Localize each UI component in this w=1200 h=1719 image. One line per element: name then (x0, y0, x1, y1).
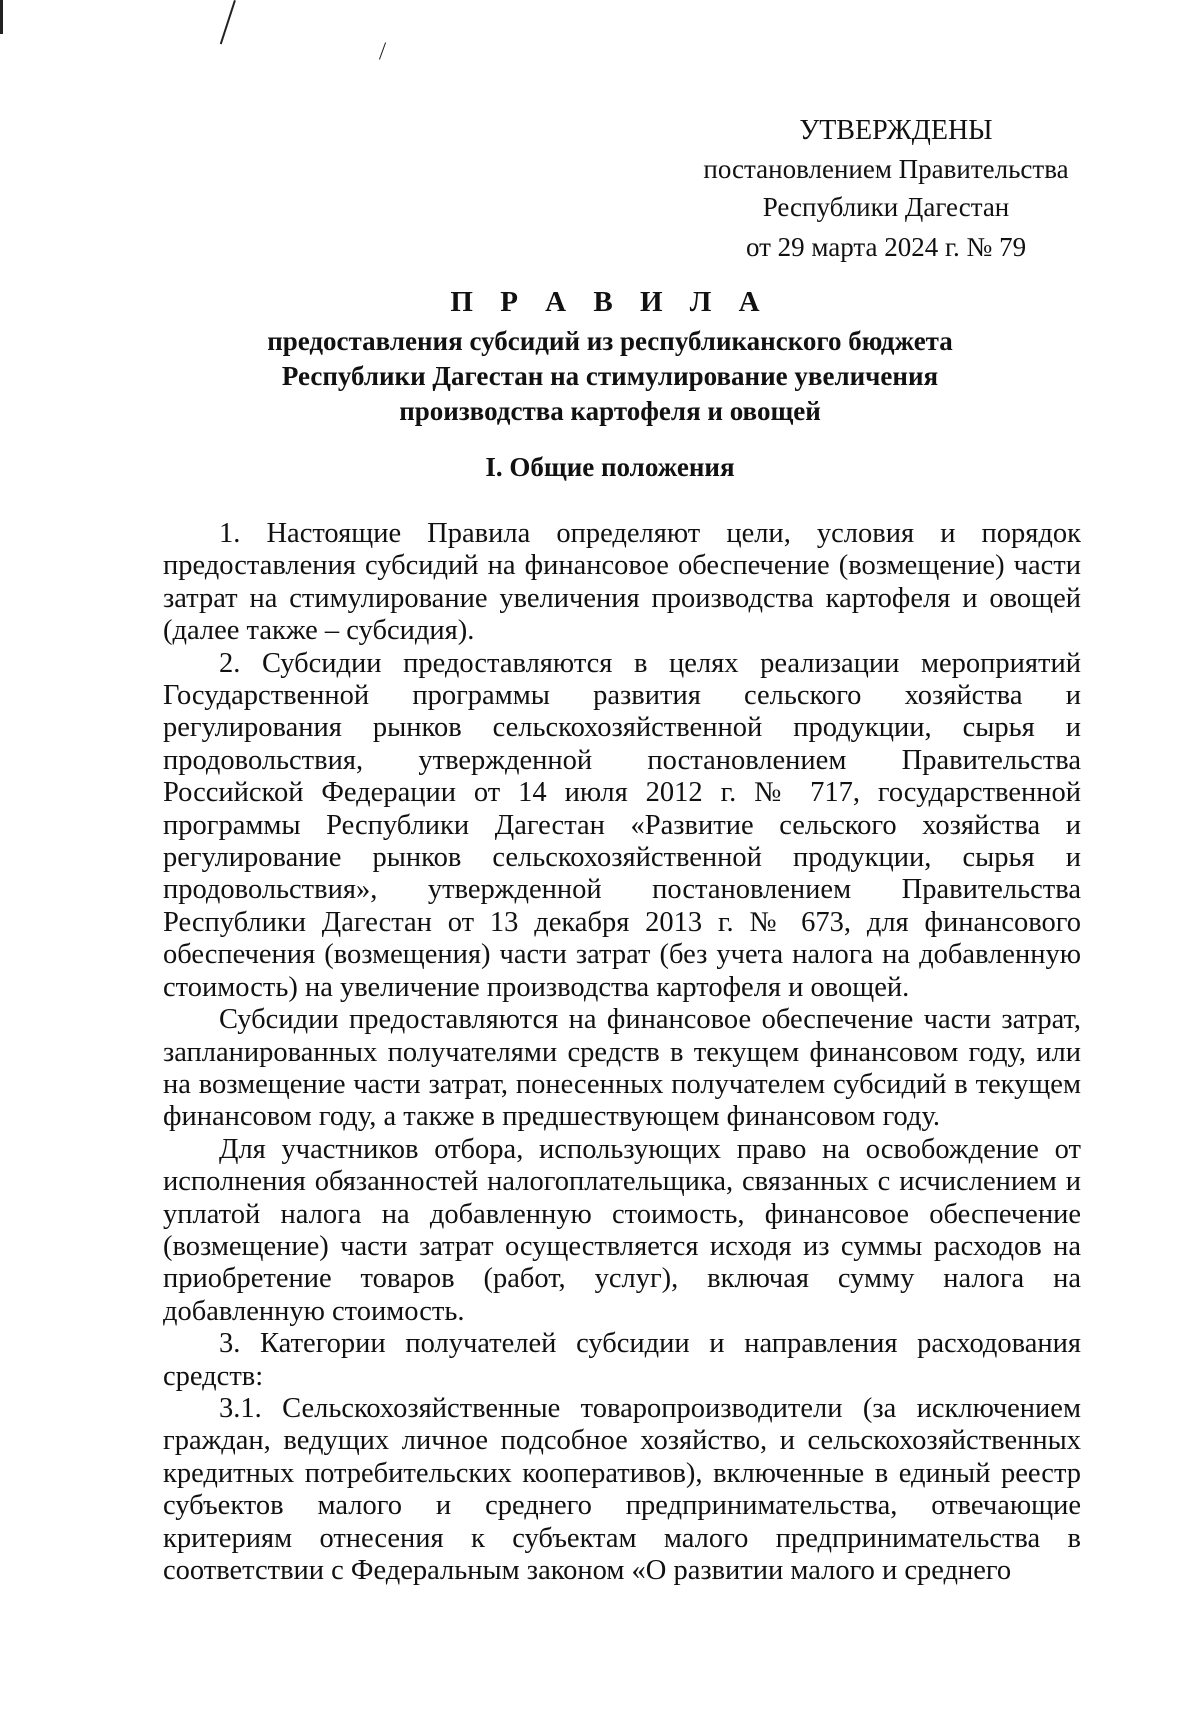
document-body (163, 518, 1081, 1587)
scan-pen-stroke (220, 0, 236, 44)
paragraph: 1. Настоящие Правила определяют цели, условия и порядок предоставления субсидий на финансовое обеспечение (возмещение) части затрат на стимулирование увеличения производства картофеля и овощей (далее также – субсидия). (163, 518, 1081, 647)
scan-pen-stroke (379, 42, 386, 59)
paragraph: 3. Категории получателей субсидии и направления расходования средств: (163, 1328, 1081, 1392)
approval-decree-line: постановлением Правительства (703, 154, 1069, 184)
paragraph: Субсидии предоставляются на финансовое обеспечение части затрат, запланированных получателями средств в текущем финансовом году, или на возмещение части затрат, понесенных получателем субсидий в текущем финансовом году, а также в предшествующем финансовом году. (163, 1004, 1081, 1133)
section-title: I. Общие положения (485, 452, 735, 482)
document-subtitle-line: производства картофеля и овощей (399, 396, 821, 426)
document-subtitle-line: предоставления субсидий из республиканского бюджета (267, 326, 953, 356)
paragraph: 3.1. Сельскохозяйственные товаропроизводители (за исключением граждан, ведущих личное подсобное хозяйство, и сельскохозяйственных кредитных потребительских кооперативов), включенные в единый реестр субъектов малого и среднего предпринимательства, отвечающие критериям отнесения к субъектам малого предпринимательства в соответствии с Федеральным законом «О развитии малого и среднего (163, 1392, 1081, 1586)
document-title: П Р А В И Л А (450, 286, 770, 318)
paragraph: 2. Субсидии предоставляются в целях реализации мероприятий Государственной программы развития сельского хозяйства и регулирования рынков сельскохозяйственной продукции, сырья и продовольствия, утвержденной постановлением Правительства Российской Федерации от 14 июля 2012 г. № 717, государственной программы Республики Дагестан «Развитие сельского хозяйства и регулирование рынков сельскохозяйственной продукции, сырья и продовольствия», утвержденной постановлением Правительства Республики Дагестан от 13 декабря 2013 г. № 673, для финансового обеспечения (возмещения) части затрат (без учета налога на добавленную стоимость) на увеличение производства картофеля и овощей. (163, 647, 1081, 1003)
approval-title: УТВЕРЖДЕНЫ (799, 115, 993, 146)
document-title-block (150, 280, 1070, 429)
approval-block (686, 112, 1086, 266)
scan-edge-mark (0, 0, 3, 34)
paragraph: Для участников отбора, использующих право на освобождение от исполнения обязанностей налогоплательщика, связанных с исчислением и уплатой налога на добавленную стоимость, финансовое обеспечение (возмещение) части затрат осуществляется исходя из суммы расходов на приобретение товаров (работ, услуг), включая сумму налога на добавленную стоимость. (163, 1133, 1081, 1327)
approval-date: от 29 марта 2024 г. № 79 (745, 232, 1027, 262)
document-subtitle-line: Республики Дагестан на стимулирование увеличения (281, 361, 939, 391)
approval-region-line: Республики Дагестан (762, 192, 1010, 222)
